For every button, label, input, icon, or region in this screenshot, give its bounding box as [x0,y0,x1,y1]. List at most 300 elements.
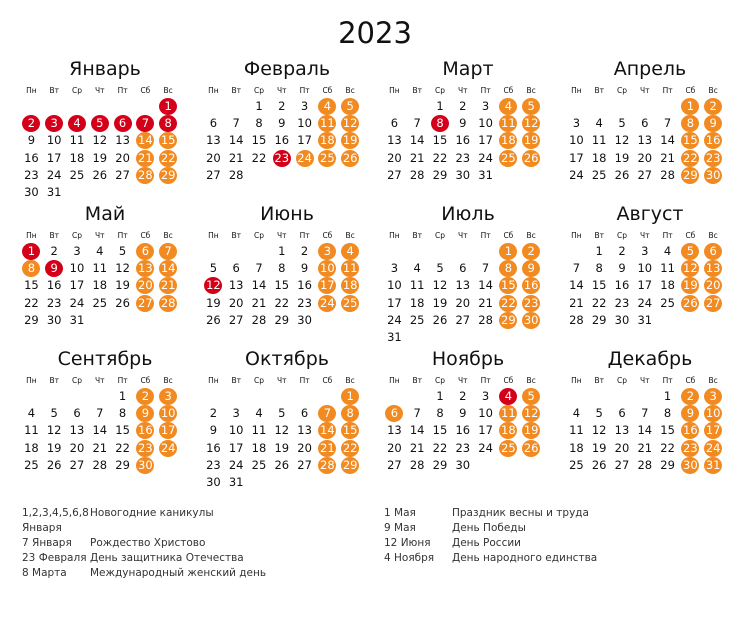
day-cell [202,295,225,312]
day-cell [270,440,293,457]
day-number: 9 [522,260,540,277]
day-number: 9 [209,423,218,438]
weekday-label: Чт [95,376,105,385]
day-number: 30 [297,312,312,327]
day-number: 5 [50,406,58,421]
weekday-label: Вс [345,376,355,385]
day-cell [474,150,497,167]
day-cell [225,295,248,312]
day-number: 19 [614,150,630,165]
day-cell [474,422,497,439]
empty-cell [406,98,429,115]
day-number: 3 [572,116,581,131]
weekday-label: Пт [299,86,310,95]
day-cell [111,440,134,457]
day-number: 5 [681,243,699,260]
weekend-day [316,115,339,132]
day-number: 28 [660,167,675,182]
weekday-label: Пн [389,86,400,95]
weekday-label: Пн [389,231,400,240]
day-number: 1 [22,243,40,260]
day-cell [293,260,316,277]
weekend-day [497,295,520,312]
day-cell [20,184,43,201]
day-cell [248,98,271,115]
day-cell [66,277,89,294]
day-number: 26 [614,167,630,182]
day-number: 14 [251,278,267,293]
day-number: 13 [387,423,402,438]
legend-date: 12 Июня [384,537,431,549]
day-cell [20,457,43,474]
legend-row [384,551,597,566]
day-cell [270,405,293,422]
day-number: 14 [409,133,425,148]
weekend-day [339,243,362,260]
day-cell [406,167,429,184]
day-number: 2 [136,388,154,405]
weekday-label: Сб [503,376,514,385]
day-cell [451,405,474,422]
day-number: 8 [663,406,672,421]
day-number: 22 [115,440,130,455]
weekend-day [316,295,339,312]
day-cell [270,243,293,260]
weekend-day [702,405,725,422]
day-number: 16 [297,278,312,293]
day-number: 26 [683,295,698,310]
empty-cell [248,243,271,260]
day-number: 14 [569,278,584,293]
day-cell [429,132,452,149]
day-cell [225,405,248,422]
day-number: 10 [637,261,653,276]
day-cell [633,243,656,260]
day-number: 14 [138,133,153,148]
day-number: 25 [501,440,516,455]
day-cell [565,295,588,312]
day-cell [611,312,634,329]
day-number: 18 [501,133,516,148]
day-number: 23 [46,295,62,310]
day-number: 27 [637,167,653,182]
day-number: 9 [681,405,699,422]
day-number: 14 [92,423,108,438]
calendar-year: 2023 [338,16,412,50]
day-cell [270,132,293,149]
month-name: Октябрь [245,348,329,370]
day-cell [451,132,474,149]
day-cell [248,295,271,312]
day-number: 29 [115,457,130,472]
day-number: 21 [228,150,244,165]
day-cell [429,295,452,312]
weekend-day [157,422,180,439]
day-number: 21 [409,440,425,455]
day-number: 27 [228,312,244,327]
empty-cell [383,98,406,115]
day-number: 26 [523,440,539,455]
day-cell [248,422,271,439]
day-cell [225,457,248,474]
day-number: 24 [705,440,721,455]
day-cell [633,167,656,184]
day-number: 30 [206,474,221,489]
day-cell [270,457,293,474]
day-cell [451,167,474,184]
day-number: 27 [455,312,471,327]
month-grid [383,374,553,474]
day-number: 31 [637,312,653,327]
day-number: 10 [160,406,176,421]
day-cell [20,312,43,329]
day-number: 6 [459,261,467,276]
weekend-day [679,243,702,260]
day-cell [248,132,271,149]
month-grid [565,374,735,474]
weekday-label: Сб [685,86,696,95]
day-cell [66,312,89,329]
weekend-day [157,440,180,457]
weekday-label: Вс [345,86,355,95]
day-cell [88,457,111,474]
day-number: 7 [255,261,263,276]
day-cell [588,422,611,439]
day-number: 19 [92,150,108,165]
day-cell [202,457,225,474]
day-cell [66,167,89,184]
holiday-day [270,150,293,167]
day-number: 19 [115,278,130,293]
day-number: 10 [69,261,85,276]
day-number: 4 [595,116,603,131]
empty-cell [406,243,429,260]
day-number: 18 [660,278,675,293]
weekend-day [316,277,339,294]
weekend-day [339,132,362,149]
day-cell [451,115,474,132]
day-number: 17 [69,278,85,293]
weekday-label: Вт [49,86,59,95]
weekend-day [497,98,520,115]
day-cell [474,440,497,457]
weekend-day [520,260,543,277]
weekend-day [157,132,180,149]
weekend-day [520,132,543,149]
legend-description: День народного единства [452,552,598,564]
holiday-legend-left [22,506,266,581]
day-number: 17 [46,150,62,165]
day-cell [293,132,316,149]
day-number: 28 [138,167,153,182]
day-number: 24 [387,312,402,327]
day-number: 31 [46,184,62,199]
day-cell [293,243,316,260]
day-number: 23 [138,440,153,455]
weekday-label: Пт [662,376,673,385]
day-number: 8 [159,115,177,132]
day-number: 8 [681,115,699,132]
legend-date: 4 Ноября [384,552,435,564]
legend-row [384,506,597,521]
day-cell [20,422,43,439]
empty-cell [565,243,588,260]
day-cell [611,243,634,260]
day-number: 21 [160,278,176,293]
day-cell [248,115,271,132]
day-cell [202,474,225,491]
day-cell [611,115,634,132]
empty-cell [316,388,339,405]
day-number: 29 [160,167,176,182]
day-number: 7 [572,261,581,276]
day-cell [588,260,611,277]
day-number: 26 [591,457,607,472]
day-number: 3 [390,261,399,276]
day-number: 12 [591,423,607,438]
weekday-label: Чт [95,86,105,95]
empty-cell [565,388,588,405]
day-number: 23 [455,440,471,455]
day-number: 28 [409,457,425,472]
day-number: 16 [614,278,630,293]
day-number: 21 [92,440,108,455]
day-number: 15 [24,278,39,293]
day-number: 27 [138,295,153,310]
weekend-day [134,440,157,457]
holiday-day [20,243,43,260]
day-cell [565,132,588,149]
day-number: 3 [300,99,309,113]
day-cell [43,132,66,149]
day-number: 16 [683,423,698,438]
day-number: 17 [569,150,584,165]
day-cell [474,277,497,294]
day-number: 2 [459,389,467,403]
day-number: 28 [320,457,335,472]
day-number: 19 [342,133,358,148]
day-number: 1 [436,99,444,113]
empty-cell [474,243,497,260]
weekday-label: Чт [640,231,650,240]
month-12 [565,346,735,474]
holiday-day [43,260,66,277]
legend-date: 1,2,3,4,5,6,8 [22,507,89,519]
weekend-day [702,277,725,294]
day-cell [588,405,611,422]
day-number: 13 [614,423,630,438]
holiday-day [157,98,180,115]
day-number: 24 [637,295,653,310]
day-cell [633,295,656,312]
day-number: 14 [409,423,425,438]
weekend-day [383,405,406,422]
day-number: 12 [614,133,630,148]
weekday-label: Вс [708,231,718,240]
weekend-day [157,405,180,422]
day-number: 6 [232,261,240,276]
weekday-label: Сб [685,376,696,385]
day-number: 16 [46,278,62,293]
day-number: 18 [569,440,584,455]
day-number: 6 [73,406,81,421]
month-4 [565,56,735,184]
day-cell [474,98,497,115]
weekend-day [679,260,702,277]
day-number: 17 [478,423,493,438]
day-number: 23 [614,295,630,310]
day-cell [383,329,406,346]
weekday-label: Ср [253,376,264,385]
day-number: 17 [320,278,335,293]
day-number: 14 [320,423,335,438]
day-cell [66,457,89,474]
day-number: 17 [478,133,493,148]
weekday-label: Пт [117,376,128,385]
weekday-label: Чт [277,231,287,240]
empty-cell [111,98,134,115]
day-cell [293,115,316,132]
day-cell [656,405,679,422]
weekday-label: Пн [208,86,219,95]
holiday-day [497,388,520,405]
day-number: 16 [523,278,539,293]
holiday-day [134,115,157,132]
weekend-day [520,422,543,439]
day-number: 29 [501,312,516,327]
day-number: 26 [46,457,62,472]
day-number: 11 [320,116,335,131]
day-cell [656,422,679,439]
weekday-label: Ср [434,231,445,240]
day-cell [88,405,111,422]
legend-row [22,536,266,551]
day-number: 7 [413,406,421,421]
day-number: 4 [663,244,672,258]
day-number: 3 [481,389,490,403]
weekend-day [702,167,725,184]
day-number: 28 [478,312,493,327]
day-number: 11 [501,116,516,131]
day-number: 5 [341,98,359,115]
day-number: 17 [387,295,402,310]
day-number: 1 [681,98,699,115]
day-cell [225,167,248,184]
day-number: 28 [569,312,584,327]
day-cell [66,440,89,457]
weekday-label: Ср [616,231,627,240]
day-number: 1 [663,389,672,403]
day-number: 22 [274,295,290,310]
day-number: 19 [274,440,290,455]
weekend-day [679,388,702,405]
weekday-label: Вт [231,86,241,95]
legend-date: 8 Марта [22,567,67,579]
day-number: 26 [523,150,539,165]
day-cell [588,243,611,260]
weekday-label: Пн [26,86,37,95]
day-number: 12 [115,261,130,276]
day-number: 27 [297,457,312,472]
day-number: 27 [387,457,402,472]
weekend-day [679,422,702,439]
day-cell [43,405,66,422]
day-cell [270,312,293,329]
month-2 [202,56,372,184]
weekday-label: Вс [163,86,173,95]
day-number: 7 [232,116,240,131]
day-number: 5 [595,406,603,421]
day-cell [383,260,406,277]
month-5 [20,201,190,329]
weekday-label: Ср [253,231,264,240]
day-number: 18 [320,133,335,148]
day-cell [406,115,429,132]
day-cell [588,167,611,184]
day-number: 20 [387,440,402,455]
empty-cell [88,388,111,405]
weekend-day [134,295,157,312]
day-number: 29 [683,167,698,182]
day-number: 21 [251,295,267,310]
weekday-label: Ср [71,376,82,385]
day-number: 24 [569,167,584,182]
day-cell [429,388,452,405]
day-number: 15 [501,278,516,293]
day-number: 22 [683,150,698,165]
day-number: 20 [387,150,402,165]
day-number: 20 [69,440,85,455]
day-number: 8 [278,261,286,276]
day-number: 22 [24,295,39,310]
day-cell [633,132,656,149]
weekday-label: Пн [571,86,582,95]
day-number: 20 [614,440,630,455]
day-cell [293,405,316,422]
empty-cell [656,98,679,115]
weekend-day [679,98,702,115]
day-cell [474,388,497,405]
day-number: 19 [46,440,62,455]
weekend-day [157,388,180,405]
day-number: 12 [342,116,358,131]
weekend-day [339,115,362,132]
day-number: 15 [432,423,448,438]
day-number: 6 [385,405,403,422]
day-number: 13 [637,133,653,148]
day-number: 3 [232,406,240,421]
day-number: 30 [46,312,62,327]
day-number: 29 [432,457,448,472]
day-number: 21 [569,295,584,310]
day-cell [565,405,588,422]
day-cell [611,422,634,439]
day-number: 30 [138,457,153,472]
day-number: 21 [660,150,675,165]
day-cell [248,312,271,329]
weekday-label: Сб [140,376,151,385]
weekday-label: Пт [117,86,128,95]
day-number: 26 [274,457,290,472]
day-number: 9 [459,116,467,131]
day-cell [429,405,452,422]
day-number: 4 [318,98,336,115]
legend-row [22,521,266,536]
day-number: 15 [432,133,448,148]
day-number: 22 [251,150,267,165]
day-cell [66,260,89,277]
weekend-day [702,440,725,457]
